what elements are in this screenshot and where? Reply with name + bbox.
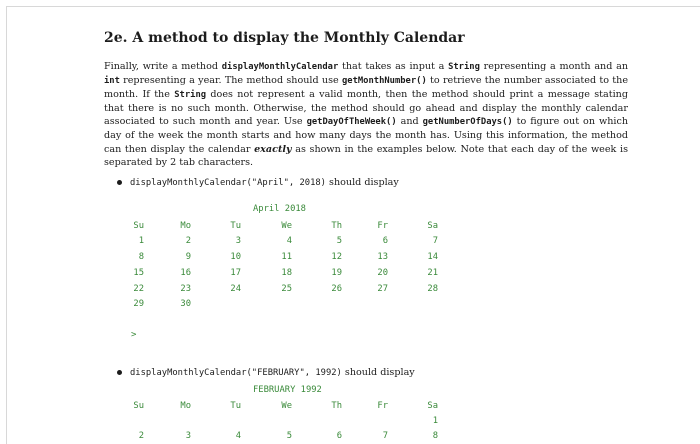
calendar-day: 2 — [185, 236, 191, 246]
code-get-day-of-week: getDayOfTheWeek() — [306, 117, 397, 128]
weekday-header: We — [281, 401, 292, 411]
calendar-day: 8 — [432, 431, 438, 441]
text-run: and — [396, 116, 423, 128]
text-run: as shown in the examples below. Note that each day of the week is separated by 2 tab characters. — [104, 143, 628, 168]
calendar-day: 1 — [432, 416, 438, 426]
calendar-day: 4 — [235, 431, 241, 441]
text-run: representing a month and an — [479, 61, 628, 72]
calendar-day: 10 — [230, 252, 241, 262]
weekday-header: Tu — [230, 221, 241, 231]
example-1-suffix: should display — [325, 177, 399, 188]
weekday-header: Mo — [180, 221, 191, 231]
weekday-header: Mo — [180, 401, 191, 411]
emphasis-exactly: exactly — [254, 143, 292, 155]
code-method-name: displayMonthlyCalendar — [221, 62, 339, 72]
bullet-dot — [117, 370, 122, 375]
weekday-header: Sa — [427, 221, 438, 231]
calendar-day: 12 — [331, 252, 342, 262]
calendar-day: 30 — [180, 299, 191, 309]
calendar-day: 6 — [382, 236, 388, 246]
calendar-day: 7 — [382, 431, 388, 441]
text-run: to retrieve the number associated to the month. If the — [104, 75, 629, 101]
calendar-day: 4 — [286, 236, 292, 246]
calendar-day: 1 — [138, 236, 144, 246]
text-run: to figure out on which day of the week the month starts and how many days the month has. Using this information, the method can then display the calendar — [104, 116, 629, 155]
weekday-header: Su — [133, 401, 144, 411]
calendar-day: 15 — [133, 268, 144, 278]
calendar-day: 7 — [432, 236, 438, 246]
text-run: that takes as input a — [338, 61, 449, 72]
weekday-header: Th — [331, 221, 342, 231]
weekday-header: Fr — [377, 401, 388, 411]
weekday-header: Tu — [230, 401, 241, 411]
calendar-day: 3 — [235, 236, 241, 246]
code-type-int: int — [104, 76, 120, 87]
calendar-day: 21 — [427, 268, 438, 278]
weekday-header: Th — [331, 401, 342, 411]
calendar-day: 5 — [286, 431, 292, 441]
weekday-header: Fr — [377, 221, 388, 231]
weekday-header: We — [281, 221, 292, 231]
example-2-suffix: should display — [341, 367, 415, 378]
calendar-day: 3 — [185, 431, 191, 441]
calendar-day: 29 — [133, 299, 144, 309]
calendar-month-title: April 2018 — [253, 204, 306, 214]
calendar-day: 18 — [281, 268, 292, 278]
example-2-bullet — [117, 367, 415, 378]
calendar-day: 23 — [180, 284, 191, 294]
calendar-day: 22 — [133, 284, 144, 294]
calendar-month-title: FEBRUARY 1992 — [253, 385, 322, 395]
bullet-dot — [117, 180, 122, 185]
calendar-day: 20 — [377, 268, 388, 278]
calendar-day: 2 — [138, 431, 144, 441]
code-get-number-of-days: getNumberOfDays() — [422, 117, 513, 128]
calendar-day: 6 — [336, 431, 342, 441]
calendar-day: 26 — [331, 284, 342, 294]
calendar-day: 13 — [377, 252, 388, 262]
calendar-day: 5 — [336, 236, 342, 246]
text-run: Finally, write a method — [104, 61, 222, 72]
section-title: 2e. A method to display the Monthly Calendar — [104, 30, 465, 46]
description-paragraph — [104, 60, 628, 169]
calendar-day: 16 — [180, 268, 191, 278]
console-prompt: > — [131, 330, 137, 340]
calendar-day: 8 — [138, 252, 144, 262]
code-get-month-number: getMonthNumber() — [342, 76, 427, 87]
calendar-day: 28 — [427, 284, 438, 294]
weekday-header: Sa — [427, 401, 438, 411]
calendar-day: 11 — [281, 252, 292, 262]
calendar-day: 19 — [331, 268, 342, 278]
calendar-day: 24 — [230, 284, 241, 294]
example-1-code: displayMonthlyCalendar("April", 2018) — [130, 178, 326, 188]
calendar-day: 9 — [185, 252, 191, 262]
code-type-string: String — [448, 62, 480, 72]
weekday-header: Su — [133, 221, 144, 231]
example-1-bullet — [117, 177, 399, 188]
text-run: representing a year. The method should use — [119, 75, 342, 87]
text-run: does not represent a valid month, then the method should print a message stating that there is no such month. Otherwise, the method should go ahead and display the monthly calendar associated to such month and year. Use — [104, 89, 628, 128]
calendar-day: 14 — [427, 252, 438, 262]
calendar-day: 17 — [230, 268, 241, 278]
calendar-day: 27 — [377, 284, 388, 294]
example-2-code: displayMonthlyCalendar("FEBRUARY", 1992) — [130, 368, 342, 378]
calendar-day: 25 — [281, 284, 292, 294]
code-type-string-2: String — [174, 90, 207, 101]
